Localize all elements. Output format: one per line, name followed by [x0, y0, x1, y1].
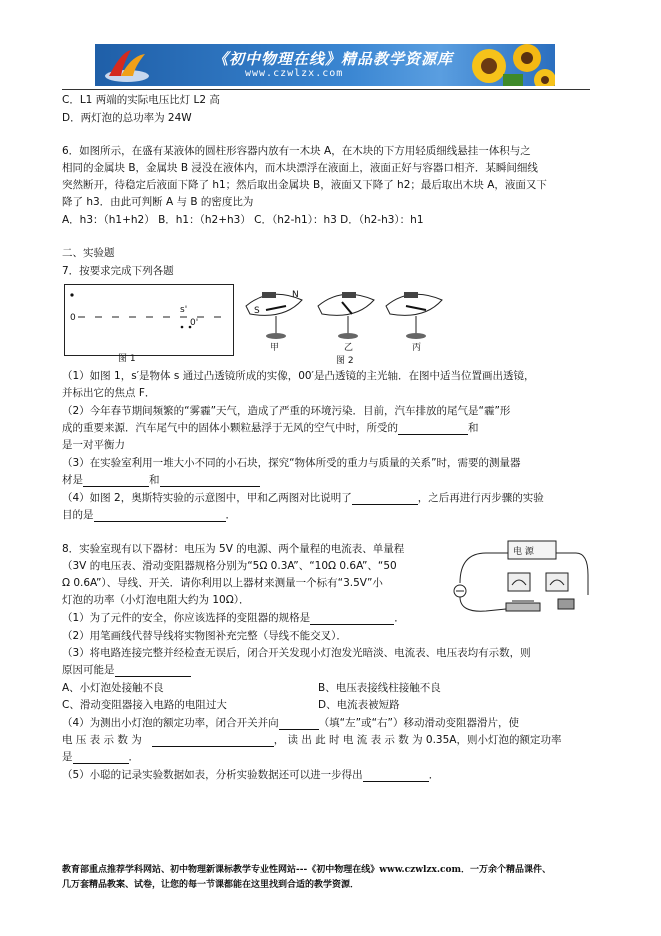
- banner-url: www.czwlzx.com: [245, 68, 344, 79]
- q8-step4-tail: （填“左”或“右”）移动滑动变阻器滑片，使: [318, 717, 519, 729]
- q7-part2-text: 成的重要来源．汽车尾气中的固体小颗粒悬浮于无风的空气中时，所受的: [62, 422, 398, 434]
- q8-step3-text: 原因可能是: [62, 664, 115, 676]
- figure-1: [64, 284, 234, 356]
- q8-line-4: 灯泡的功率（小灯泡电阻大约为 10Ω）．: [62, 594, 250, 606]
- q8-line-1: 8．实验室现有以下器材：电压为 5V 的电源、两个量程的电流表、单量程: [62, 543, 405, 555]
- fig2-pole-s: S: [254, 306, 260, 316]
- q7-part4-text: （4）如图 2，奥斯特实验的示意图中，甲和乙两图对比说明了: [62, 492, 352, 504]
- q6-line-1: 6．如图所示，在盛有某液体的圆柱形容器内放有一木块 A，在木块的下方用轻质细线悬挂一体积与之: [62, 145, 531, 157]
- q6-line-4: 降了 h3．由此可判断 A 与 B 的密度比为: [62, 196, 254, 208]
- q8-step4-power-text: 是: [62, 751, 73, 763]
- q8-option-b: B、电压表接线柱接触不良: [318, 682, 441, 694]
- fig1-label-o2: 0': [190, 318, 199, 328]
- q6-options: A．h3：（h1+h2） B．h1：（h2+h3） C．（h2-h1）：h3 D．（h2-h3）：h1: [62, 214, 424, 226]
- fig2-caption: 图 2: [336, 356, 354, 366]
- q7-part4-purpose: 目的是: [62, 509, 94, 521]
- oersted-setup-2: [318, 292, 374, 339]
- q8-step4-blank-power[interactable]: [73, 752, 129, 764]
- header-banner: [95, 44, 555, 86]
- q7-part2-line1: （2）今年春节期间频繁的“雾霾”天气，造成了严重的环境污染．目前，汽车排放的尾气是“霾”形: [62, 405, 511, 417]
- q7-part3-blank-2[interactable]: [160, 475, 260, 487]
- q7-part2-and: 和: [468, 422, 479, 434]
- q8-step4-line2: [62, 733, 561, 747]
- q7-part2-line3: 是一对平衡力: [62, 439, 125, 451]
- q7-part2-blank-1[interactable]: [398, 423, 468, 435]
- q8-step4-line3: [62, 750, 139, 764]
- q6-line-3: 突然断开，待稳定后液面下降了 h1；然后取出金属块 B，液面又下降了 h2；最后取出木块 A，液面又下: [62, 179, 547, 191]
- q7-part3-blank-1[interactable]: [83, 475, 149, 487]
- circuit-power-label: 电 源: [513, 547, 534, 557]
- q7-part1-line1: （1）如图 1，s′是物体 s 通过凸透镜所成的实像，00′是凸透镜的主光轴．在图中适当位置画出透镜，: [62, 370, 535, 382]
- q7-part3-text: 材是: [62, 474, 83, 486]
- logo-icon: [101, 46, 151, 84]
- q8-step4-line1: [62, 716, 519, 730]
- q7-part3-and: 和: [149, 474, 160, 486]
- q7-part3-line1: （3）在实验室利用一堆大小不同的小石块，探究“物体所受的重力与质量的关系”时，需要的测量器: [62, 457, 521, 469]
- q8-step4-blank-voltage[interactable]: [152, 735, 274, 747]
- q8-step5-blank[interactable]: [363, 770, 429, 782]
- oersted-setup-3: [386, 292, 442, 339]
- fig1-caption: 图 1: [118, 354, 136, 364]
- q7-part4-line2: [62, 508, 236, 522]
- fig2-label-jia: 甲: [270, 343, 280, 353]
- fig2-label-bing: 丙: [412, 343, 422, 353]
- q7-part4-tail: ，之后再进行丙步骤的实验: [417, 492, 544, 504]
- sunflower-image: [467, 44, 555, 86]
- q8-step3-line1: （3）将电路连接完整并经检查无误后，闭合开关发现小灯泡发光暗淡、电流表、电压表均有示数，则: [62, 647, 531, 659]
- q5-option-d: D．两灯泡的总功率为 24W: [62, 112, 192, 124]
- q8-step3-line2: [62, 663, 191, 677]
- q8-step2: （2）用笔画线代替导线将实物图补充完整（导线不能交叉）．: [62, 630, 347, 642]
- fig1-label-s: s': [180, 305, 188, 315]
- q7-part4-blank-2[interactable]: [94, 510, 226, 522]
- q8-step3-blank[interactable]: [115, 665, 191, 677]
- q7-part2-line2: [62, 421, 479, 435]
- q7-part4-end: ．: [225, 509, 236, 521]
- fig2-label-yi: 乙: [344, 343, 354, 353]
- q8-step4-blank-direction[interactable]: [279, 718, 319, 730]
- q7-part4-blank-1[interactable]: [352, 493, 418, 505]
- q8-step4-current-text: ， 读 出 此 时 电 流 表 示 数 为 0.35A，则小灯泡的额定功率: [273, 734, 562, 746]
- q7-part1-line2: 并标出它的焦点 F．: [62, 387, 156, 399]
- footer-line-2: 几万套精品教案、试卷，让您的每一节课都能在这里找到合适的教学资源．: [62, 880, 360, 890]
- q6-line-2: 相同的金属块 B，金属块 B 浸没在液体内，而木块漂浮在液面上，液面正好与容器口相齐．某瞬间细线: [62, 162, 538, 174]
- q5-option-c: C．L1 两端的实际电压比灯 L2 高: [62, 94, 220, 106]
- q8-step5: [62, 768, 439, 782]
- section-heading: 二、实验题: [62, 247, 115, 259]
- footer-line-1: 教育部重点推荐学科网站、初中物理新课标教学专业性网站---《初中物理在线》www.czwlzx.com．一万余个精品课件、: [62, 865, 552, 875]
- ammeter: [508, 573, 530, 591]
- q8-step4-text: （4）为测出小灯泡的额定功率，闭合开关并向: [62, 717, 279, 729]
- q8-step1: [62, 611, 405, 625]
- q8-option-d: D、电流表被短路: [318, 699, 400, 711]
- fig2-pole-n: N: [292, 290, 299, 300]
- fig1-label-o: 0: [70, 313, 76, 323]
- q8-step5-text: （5）小聪的记录实验数据如表，分析实验数据还可以进一步得出: [62, 769, 363, 781]
- voltmeter: [546, 573, 568, 591]
- q8-step1-end: ．: [394, 612, 405, 624]
- q8-step4-voltage-text: 电 压 表 示 数 为: [62, 734, 142, 746]
- q8-option-a: A、小灯泡处接触不良: [62, 682, 164, 694]
- q8-line-3: Ω 0.6A”）、导线、开关．请你利用以上器材来测量一个标有“3.5V”小: [62, 577, 383, 589]
- q8-step5-end: ．: [428, 769, 440, 781]
- q8-step1-blank[interactable]: [310, 613, 394, 625]
- q8-option-c: C、滑动变阻器接入电路的电阻过大: [62, 699, 227, 711]
- q8-line-2: （3V 的电压表、滑动变阻器规格分别为“5Ω 0.3A”、“10Ω 0.6A”、“50: [62, 560, 397, 572]
- q8-step4-end: ．: [128, 751, 139, 763]
- q7-part3-line2: [62, 473, 260, 487]
- banner-title: 《初中物理在线》精品教学资源库: [213, 50, 454, 68]
- q8-step1-text: （1）为了元件的安全，你应该选择的变阻器的规格是: [62, 612, 311, 624]
- q7-intro: 7．按要求完成下列各题: [62, 265, 174, 277]
- header-rule: [62, 89, 590, 90]
- q7-part4-line1: [62, 491, 544, 505]
